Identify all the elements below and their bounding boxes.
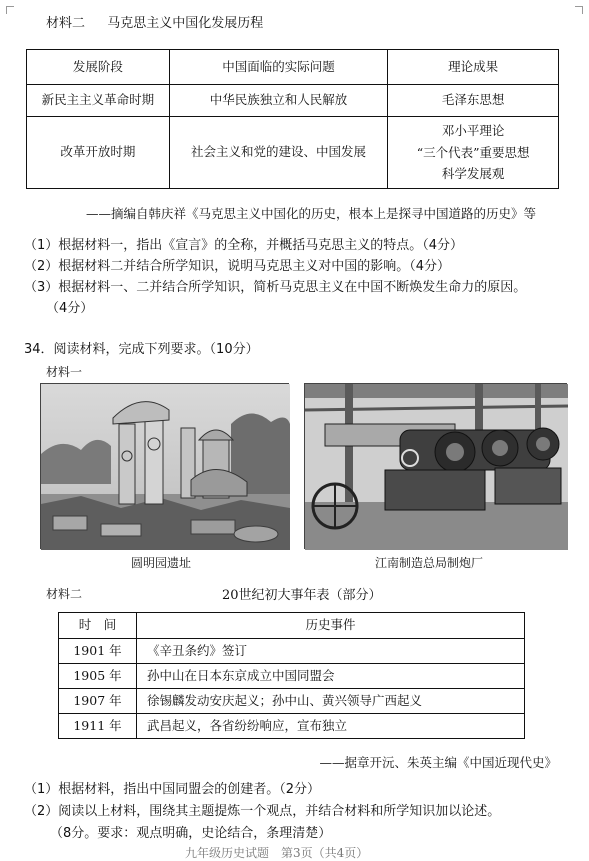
table1-stage-cell: 新民主主义革命时期 (27, 85, 170, 117)
question-34-1: （1）根据材料，指出中国同盟会的创建者。（2分） (24, 782, 321, 797)
events-timeline-table (58, 612, 525, 739)
table2-year-cell: 1911 年 (59, 714, 137, 739)
table2-event-cell: 徐锡麟发动安庆起义；孙中山、黄兴领导广西起义 (137, 689, 525, 714)
table2-title: 20世纪初大事年表（部分） (222, 588, 382, 603)
question-34-2-requirements: （8分。要求：观点明确，史论结合，条理清楚） (50, 826, 332, 841)
question-34-title: 34．阅读材料，完成下列要求。（10分） (24, 342, 259, 357)
table2-header-event: 历史事件 (137, 613, 525, 639)
crop-mark-top-right (575, 6, 583, 14)
material1-label: 材料一 (46, 365, 83, 379)
table2-event-cell: 孙中山在日本东京成立中国同盟会 (137, 664, 525, 689)
table2-year-cell: 1907 年 (59, 689, 137, 714)
material2-label: 材料二 (46, 16, 86, 31)
table2-header-time: 时 间 (59, 613, 137, 639)
table2-event-cell: 《辛丑条约》签订 (137, 639, 525, 664)
crop-mark-top-left (6, 6, 14, 14)
material2-title: 马克思主义中国化发展历程 (107, 16, 264, 31)
question-33-3-score: （4分） (46, 301, 94, 316)
table-row (59, 689, 525, 714)
result-line: “三个代表”重要思想 (416, 144, 530, 160)
table-row (27, 85, 559, 117)
question-33-2: （2）根据材料二并结合所学知识，说明马克思主义对中国的影响。（4分） (24, 259, 451, 274)
table1-result-cell (388, 117, 559, 189)
material2-label-q34: 材料二 (46, 587, 83, 601)
table1-problem-cell: 社会主义和党的建设、中国发展 (169, 117, 388, 189)
theory-development-table (26, 49, 559, 189)
question-33-3: （3）根据材料一、二并结合所学知识，简析马克思主义在中国不断焕发生命力的原因。 (24, 280, 527, 295)
question-33-1: （1）根据材料一，指出《宣言》的全称，并概括马克思主义的特点。（4分） (24, 238, 464, 253)
photo1-caption: 圆明园遗址 (131, 556, 192, 570)
table1-problem-cell: 中华民族独立和人民解放 (169, 85, 388, 117)
source-citation-2: ——据章开沅、朱英主编《中国近现代史》 (319, 755, 557, 770)
photo2-caption: 江南制造总局制炮厂 (375, 556, 484, 570)
table1-stage-cell: 改革开放时期 (27, 117, 170, 189)
source-citation-1: ——摘编自韩庆祥《马克思主义中国化的历史，根本上是探寻中国道路的历史》等 (86, 206, 537, 221)
material2-heading (46, 12, 263, 31)
table-row (59, 639, 525, 664)
table2-year-cell: 1905 年 (59, 664, 137, 689)
table2-year-cell: 1901 年 (59, 639, 137, 664)
jiangnan-arsenal-photo (304, 383, 567, 549)
question-34-2: （2）阅读以上材料，围绕其主题提炼一个观点，并结合材料和所学知识加以论述。 (24, 804, 501, 819)
table-row (59, 714, 525, 739)
table-row (27, 117, 559, 189)
table1-header-stage: 发展阶段 (27, 50, 170, 85)
result-line: 科学发展观 (441, 166, 505, 182)
table-row (59, 664, 525, 689)
table1-header-result: 理论成果 (388, 50, 559, 85)
table1-header-problem: 中国面临的实际问题 (169, 50, 388, 85)
table1-result-cell: 毛泽东思想 (388, 85, 559, 117)
page-footer: 九年级历史试题 第3页（共4页） (185, 846, 369, 860)
result-line: 邓小平理论 (441, 122, 505, 138)
table2-event-cell: 武昌起义，各省纷纷响应，宣布独立 (137, 714, 525, 739)
yuanmingyuan-ruins-photo (40, 383, 289, 549)
